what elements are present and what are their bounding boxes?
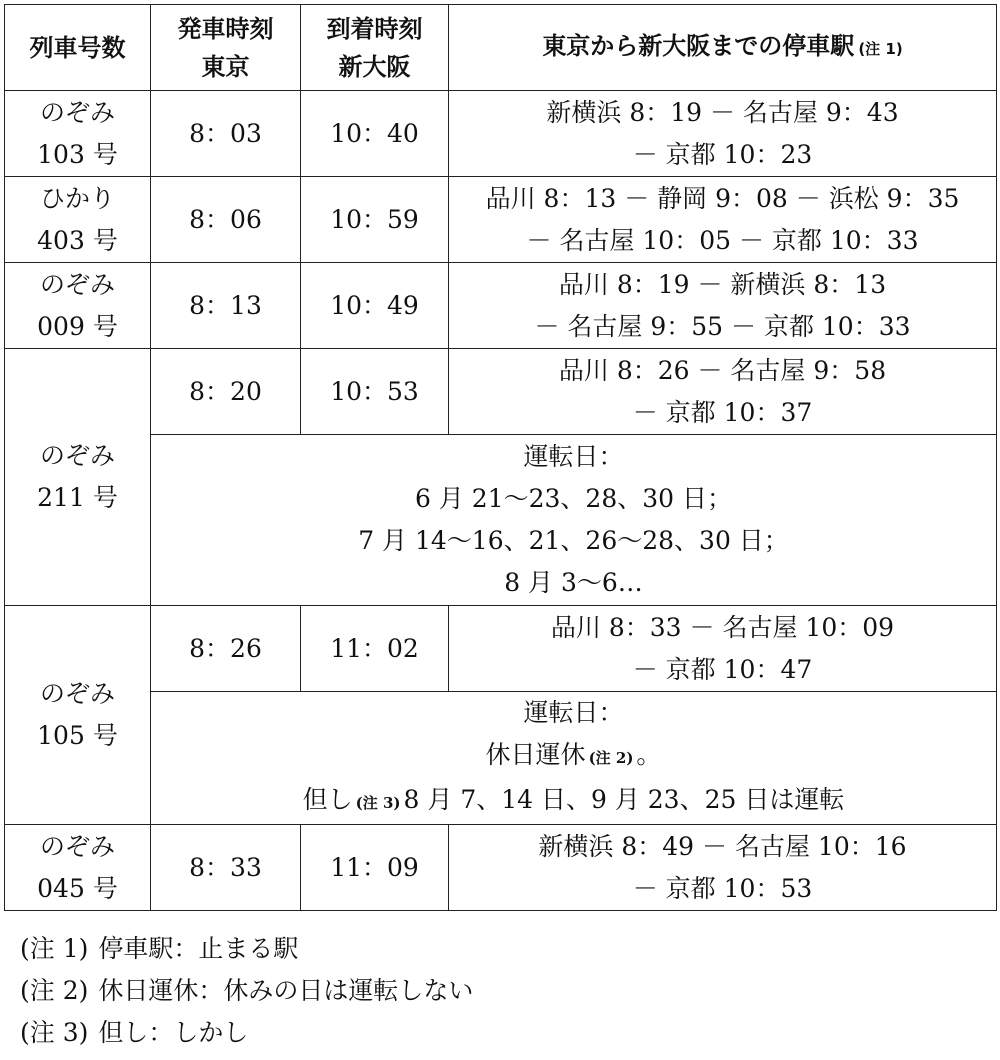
- stops-cell: 品川 8：19 － 新横浜 8：13 － 名古屋 9：55 － 京都 10：33: [449, 263, 997, 349]
- stops-cell: 新横浜 8：19 － 名古屋 9：43 － 京都 10：23: [449, 91, 997, 177]
- footnote: (注 3) 但し：しかし: [20, 1018, 249, 1047]
- operating-days-cell: 運転日： 休日運休 (注 2) 。 但し (注 3) 8 月 7、14 日、9 月 23、25 日は運転: [151, 692, 997, 825]
- arrive-time: 11：09: [301, 825, 449, 911]
- depart-time: 8：13: [151, 263, 301, 349]
- header-arrive: 到着時刻 新大阪: [301, 5, 449, 91]
- arrive-time: 11：02: [301, 606, 449, 692]
- depart-time: 8：06: [151, 177, 301, 263]
- arrive-time: 10：59: [301, 177, 449, 263]
- table-row: [5, 91, 997, 177]
- footnote: (注 1) 停車駅：止まる駅: [20, 934, 299, 963]
- train-name-cell: のぞみ 103 号: [5, 91, 151, 177]
- table-row: [5, 177, 997, 263]
- stops-cell: 品川 8：13 － 静岡 9：08 － 浜松 9：35 － 名古屋 10：05 － 京都 10：33: [449, 177, 997, 263]
- header-depart: 発車時刻 東京: [151, 5, 301, 91]
- train-name-cell: のぞみ 105 号: [5, 606, 151, 825]
- stops-cell: 品川 8：33 － 名古屋 10：09 － 京都 10：47: [449, 606, 997, 692]
- table-row: [5, 825, 997, 911]
- arrive-time: 10：49: [301, 263, 449, 349]
- footnotes: [20, 928, 473, 1054]
- train-name-cell: のぞみ 211 号: [5, 349, 151, 606]
- header-row: [5, 5, 997, 91]
- stops-cell: 品川 8：26 － 名古屋 9：58 － 京都 10：37: [449, 349, 997, 435]
- table-row: [5, 349, 997, 435]
- note-ref-2: (注 2): [588, 749, 634, 767]
- train-name-cell: のぞみ 009 号: [5, 263, 151, 349]
- depart-time: 8：26: [151, 606, 301, 692]
- operating-days-row: [5, 692, 997, 825]
- operating-days-row: [5, 435, 997, 606]
- header-stops: 東京から新大阪までの停車駅 (注 1): [449, 5, 997, 91]
- arrive-time: 10：53: [301, 349, 449, 435]
- train-name-cell: のぞみ 045 号: [5, 825, 151, 911]
- train-name-cell: ひかり 403 号: [5, 177, 151, 263]
- timetable: [4, 4, 997, 911]
- footnote: (注 2) 休日運休：休みの日は運転しない: [20, 976, 474, 1005]
- note-ref-3: (注 3): [355, 794, 401, 812]
- operating-days-cell: 運転日： 6 月 21～23、28、30 日； 7 月 14～16、21、26～28、30 日； 8 月 3～6…: [151, 435, 997, 606]
- table-row: [5, 263, 997, 349]
- stops-cell: 新横浜 8：49 － 名古屋 10：16 － 京都 10：53: [449, 825, 997, 911]
- arrive-time: 10：40: [301, 91, 449, 177]
- depart-time: 8：20: [151, 349, 301, 435]
- note-ref-1: (注 1): [858, 40, 903, 58]
- depart-time: 8：33: [151, 825, 301, 911]
- table-row: [5, 606, 997, 692]
- depart-time: 8：03: [151, 91, 301, 177]
- header-train: 列車号数: [5, 5, 151, 91]
